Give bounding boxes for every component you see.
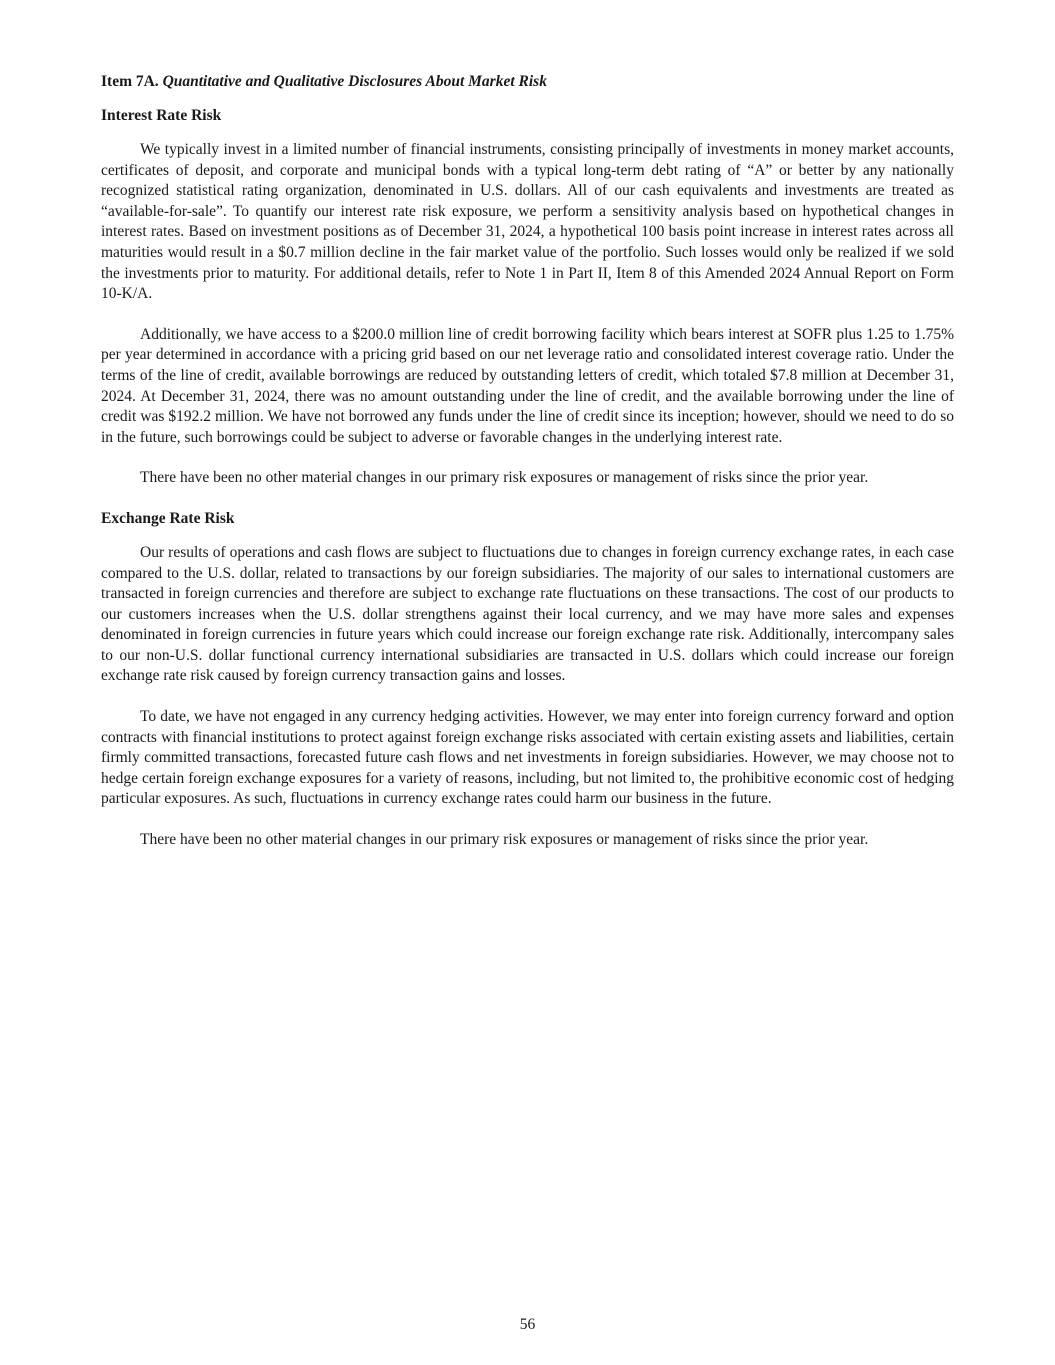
- item-number: Item 7A.: [101, 73, 159, 90]
- paragraph-exchange-fluctuations: Our results of operations and cash flows are subject to fluctuations due to changes in foreign currency exchange rates, in each case compared to the U.S. dollar, related to transactions by our foreign subsidiaries. The majority of our sales to international customers are transacted in foreign currencies and therefore are subject to exchange rate fluctuations on these transactions. The cost of our products to our customers increases when the U.S. dollar strengthens against their local currency, and we may have more sales and expenses denominated in foreign currencies in future years which could increase our foreign exchange rate risk. Additionally, intercompany sales to our non-U.S. dollar functional currency international subsidiaries are transacted in U.S. dollars which could increase our foreign exchange rate risk caused by foreign currency transaction gains and losses.: [101, 543, 954, 685]
- paragraph-exchange-no-other-changes: There have been no other material changes in our primary risk exposures or management of risks since the prior year.: [140, 831, 869, 849]
- paragraph-interest-investments: We typically invest in a limited number of financial instruments, consisting principally of investments in money market accounts, certificates of deposit, and corporate and municipal bonds with a typical long-term debt rating of “A” or better by any nationally recognized statistical rating organization, denominated in U.S. dollars. All of our cash equivalents and investments are treated as “available-for-sale”. To quantify our interest rate risk exposure, we perform a sensitivity analysis based on hypothetical changes in interest rates. Based on investment positions as of December 31, 2024, a hypothetical 100 basis point increase in interest rates across all maturities would result in a $0.7 million decline in the fair market value of the portfolio. Such losses would only be realized if we sold the investments prior to maturity. For additional details, refer to Note 1 in Part II, Item 8 of this Amended 2024 Annual Report on Form 10-K/A.: [101, 141, 954, 303]
- document-page: [101, 72, 954, 871]
- paragraph-exchange-hedging: To date, we have not engaged in any currency hedging activities. However, we may enter into foreign currency forward and option contracts with financial institutions to protect against foreign exchange risks associated with certain existing assets and liabilities, certain firmly committed transactions, forecasted future cash flows and net investments in foreign subsidiaries. However, we may choose not to hedge certain foreign exchange exposures for a variety of reasons, including, but not limited to, the prohibitive economic cost of hedging particular exposures. As such, fluctuations in currency exchange rates could harm our business in the future.: [101, 708, 954, 808]
- item-heading: [101, 72, 954, 92]
- section-heading-exchange-rate-risk: Exchange Rate Risk: [101, 509, 235, 527]
- section-heading-interest-rate-risk: Interest Rate Risk: [101, 107, 222, 124]
- paragraph-interest-no-other-changes: There have been no other material changes in our primary risk exposures or management of risks since the prior year.: [140, 469, 869, 487]
- page-number: 56: [519, 1316, 536, 1333]
- item-title: Quantitative and Qualitative Disclosures About Market Risk: [162, 73, 547, 90]
- paragraph-interest-line-of-credit: Additionally, we have access to a $200.0 million line of credit borrowing facility which bears interest at SOFR plus 1.25 to 1.75% per year determined in accordance with a pricing grid based on our net leverage ratio and consolidated interest coverage ratio. Under the terms of the line of credit, available borrowings are reduced by outstanding letters of credit, which totaled $7.8 million at December 31, 2024. At December 31, 2024, there was no amount outstanding under the line of credit, and the available borrowing under the line of credit was $192.2 million. We have not borrowed any funds under the line of credit since its inception; however, should we need to do so in the future, such borrowings could be subject to adverse or favorable changes in the underlying interest rate.: [101, 325, 954, 446]
